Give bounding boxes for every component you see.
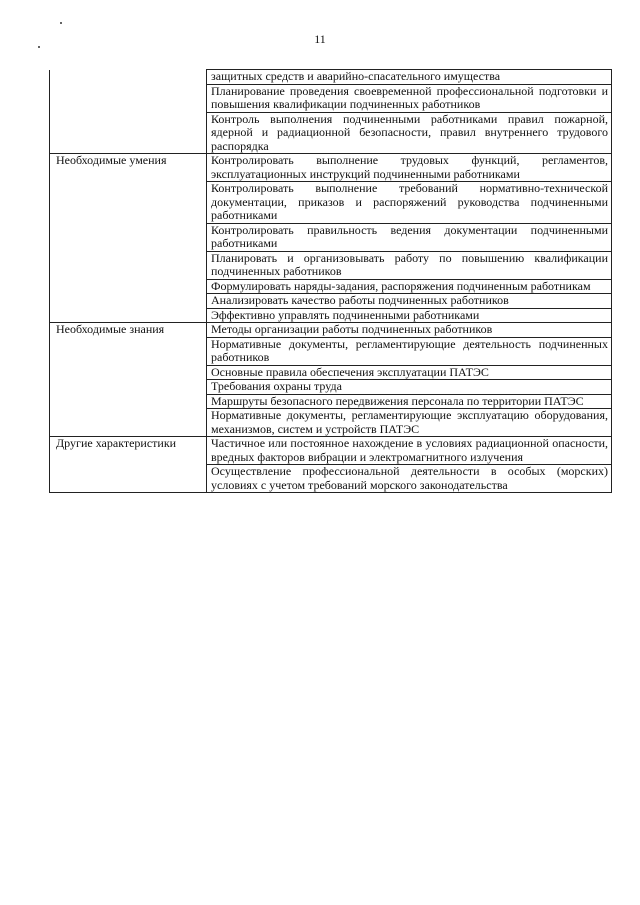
scan-speck bbox=[60, 22, 62, 24]
row-text-cell: Эффективно управлять подчиненными работниками bbox=[207, 308, 612, 323]
row-text-cell: Частичное или постоянное нахождение в условиях радиационной опасности, вредных факторов вибрации и электромагнитного излучения bbox=[207, 437, 612, 465]
row-group-label: Необходимые знания bbox=[50, 323, 207, 437]
row-text-cell: Контроль выполнения подчиненными работниками правил пожарной, ядерной и радиационной безопасности, правил внутреннего трудового распорядка bbox=[207, 112, 612, 154]
row-text-cell: защитных средств и аварийно-спасательного имущества bbox=[207, 70, 612, 85]
table-body bbox=[50, 70, 612, 493]
row-text-cell: Планирование проведения своевременной профессиональной подготовки и повышения квалификации подчиненных работников bbox=[207, 84, 612, 112]
row-text-cell: Контролировать выполнение трудовых функций, регламентов, эксплуатационных инструкций подчиненными работниками bbox=[207, 154, 612, 182]
requirements-table bbox=[49, 69, 612, 493]
row-text-cell: Основные правила обеспечения эксплуатации ПАТЭС bbox=[207, 365, 612, 380]
row-text-cell: Анализировать качество работы подчиненных работников bbox=[207, 294, 612, 309]
row-text-cell: Контролировать правильность ведения документации подчиненными работниками bbox=[207, 223, 612, 251]
table-row bbox=[50, 437, 612, 465]
row-group-label bbox=[50, 70, 207, 154]
row-text-cell: Планировать и организовывать работу по повышению квалификации подчиненных работников bbox=[207, 251, 612, 279]
table-row bbox=[50, 154, 612, 182]
row-group-label: Необходимые умения bbox=[50, 154, 207, 323]
row-text-cell: Формулировать наряды-задания, распоряжения подчиненным работникам bbox=[207, 279, 612, 294]
row-text-cell: Методы организации работы подчиненных работников bbox=[207, 323, 612, 338]
row-text-cell: Контролировать выполнение требований нормативно-технической документации, приказов и распоряжений руководства подчиненными работниками bbox=[207, 182, 612, 224]
page-number: 11 bbox=[314, 32, 326, 46]
row-text-cell: Нормативные документы, регламентирующие эксплуатацию оборудования, механизмов, систем и устройств ПАТЭС bbox=[207, 409, 612, 437]
row-text-cell: Требования охраны труда bbox=[207, 380, 612, 395]
table-row bbox=[50, 70, 612, 85]
row-text-cell: Осуществление профессиональной деятельности в особых (морских) условиях с учетом требований морского законодательства bbox=[207, 465, 612, 493]
scan-speck bbox=[38, 46, 40, 48]
table-row bbox=[50, 323, 612, 338]
row-text-cell: Маршруты безопасного передвижения персонала по территории ПАТЭС bbox=[207, 394, 612, 409]
row-group-label: Другие характеристики bbox=[50, 437, 207, 493]
row-text-cell: Нормативные документы, регламентирующие деятельность подчиненных работников bbox=[207, 337, 612, 365]
